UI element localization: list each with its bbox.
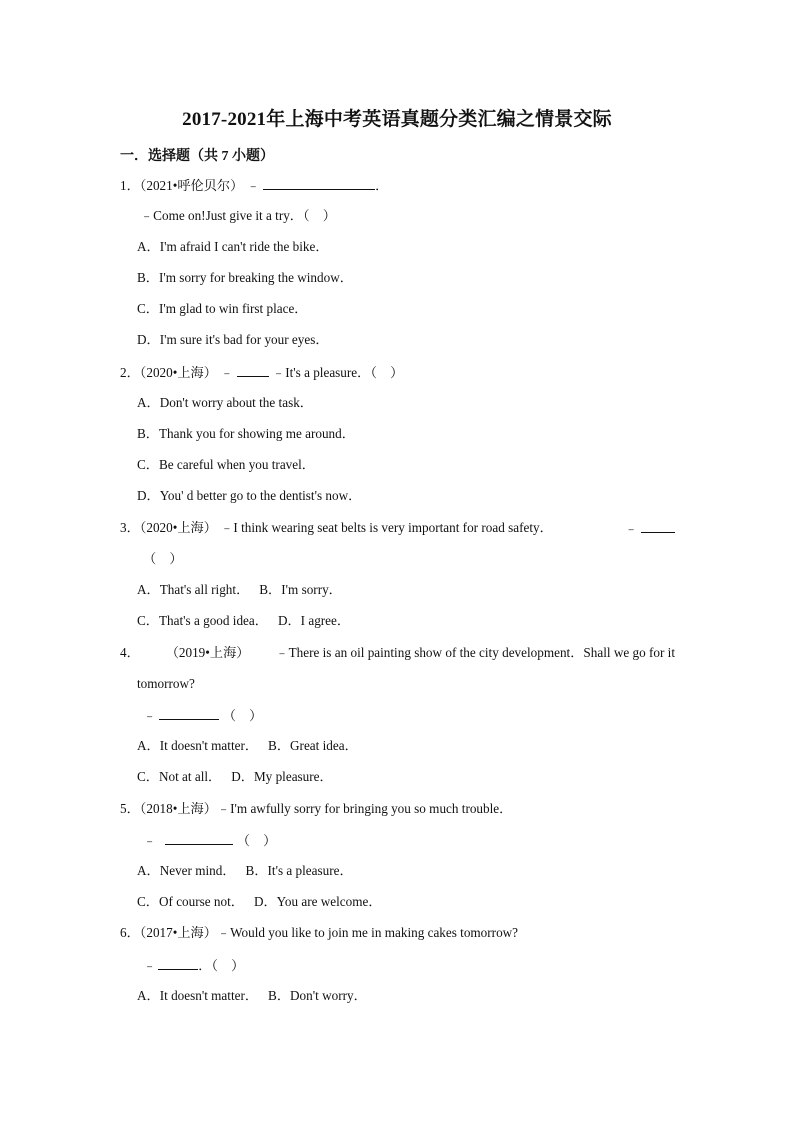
question-number: 6． [120,925,140,940]
question-stem: ﹣I think wearing seat belts is very important for road safety． [220,520,553,535]
answer-blank [263,176,375,190]
question-5-stem [120,800,512,818]
question-4-option-a: A．It doesn't matter． [137,738,259,753]
question-4-reply [143,706,262,725]
question-6-option-b: B．Don't worry． [268,988,367,1003]
question-4-stem-continued: tomorrow? [137,676,195,691]
question-stem: ﹣Would you like to join me in making cakes tomorrow? [216,925,519,940]
question-1-option-d: D．I'm sure it's bad for your eyes． [137,332,329,347]
question-stem: ﹣ [220,365,234,380]
question-4-option-d: D．My pleasure． [231,769,333,784]
question-source: （2018•上海） [139,801,217,816]
question-source: （2017•上海） [139,925,217,940]
question-3-option-b: B．I'm sorry． [259,582,342,597]
reply-paren: （ ） [236,833,277,848]
question-5-options-row-2 [137,893,382,911]
document-title: 2017-2021年上海中考英语真题分类汇编之情景交际 [182,109,612,130]
answer-blank [641,519,675,533]
answer-blank [158,956,198,970]
answer-blank [237,363,269,377]
question-number: 4． [120,645,140,660]
question-source: （2020•上海） [139,365,217,380]
section-heading: 一．选择题（共 7 小题） [120,149,274,164]
question-number: 1． [120,178,140,193]
question-4-options-row-2 [137,768,333,786]
question-5-options-row-1 [137,862,353,880]
question-1-option-c: C．I'm glad to win first place． [137,301,308,316]
question-5-option-b: B．It's a pleasure． [245,863,353,878]
question-stem: ﹣I'm awfully sorry for bringing you so much trouble． [216,801,513,816]
question-2-option-a: A．Don't worry about the task． [137,395,313,410]
question-5-reply [143,831,276,850]
reply-paren: ．（ ） [198,958,245,973]
question-2-option-c: C．Be careful when you travel． [137,457,315,472]
question-1-option-b: B．I'm sorry for breaking the window． [137,270,353,285]
reply-dash: ﹣ [143,708,157,723]
question-5-option-c: C．Of course not． [137,894,244,909]
reply-paren: （ ） [222,708,263,723]
question-stem-end: ﹣ [624,521,638,536]
question-6-reply [143,956,244,975]
question-stem-end: ﹣It's a pleasure．（ ） [272,365,404,380]
question-2-stem [120,363,403,382]
question-2-option-b: B．Thank you for showing me around． [137,426,355,441]
question-source: （2019•上海） [165,645,250,660]
question-stem-end: ． [375,178,389,193]
answer-blank [159,706,219,720]
question-4-option-c: C．Not at all． [137,769,222,784]
question-number: 2． [120,365,140,380]
question-1-option-a: A．I'm afraid I can't ride the bike． [137,239,329,254]
question-3-options-row-1 [137,581,342,599]
question-5-option-d: D．You are welcome． [253,894,382,909]
question-3-option-c: C．That's a good idea． [137,613,268,628]
question-4-option-b: B．Great idea． [268,738,358,753]
question-3-option-a: A．That's all right． [137,582,250,597]
question-3-stem-left [120,519,553,538]
question-3-stem-right [625,519,675,538]
question-number: 5． [120,801,140,816]
question-2-option-d: D．You' d better go to the dentist's now． [137,488,362,503]
question-number: 3． [120,520,140,535]
question-source: （2020•上海） [139,520,217,535]
question-5-option-a: A．Never mind． [137,863,236,878]
question-3-option-d: D．I agree． [277,613,351,628]
question-3-options-row-2 [137,612,350,630]
question-stem: ﹣There is an oil painting show of the city development．Shall we go for it [275,645,675,660]
reply-dash: ﹣ [143,958,157,973]
question-4-stem [120,644,675,662]
question-6-option-a: A．It doesn't matter． [137,988,259,1003]
question-4-options-row-1 [137,737,358,755]
question-6-stem [120,924,518,942]
question-source: （2021•呼伦贝尔） [139,178,244,193]
question-3-stem [120,519,675,538]
question-1-stem [120,176,388,195]
question-6-options-row-1 [137,987,367,1005]
question-1-reply: ﹣Come on!Just give it a try．（ ） [140,208,336,223]
answer-blank [165,831,233,845]
question-stem: ﹣ [246,178,260,193]
question-3-paren: （ ） [143,551,183,566]
reply-dash: ﹣ [143,833,157,848]
